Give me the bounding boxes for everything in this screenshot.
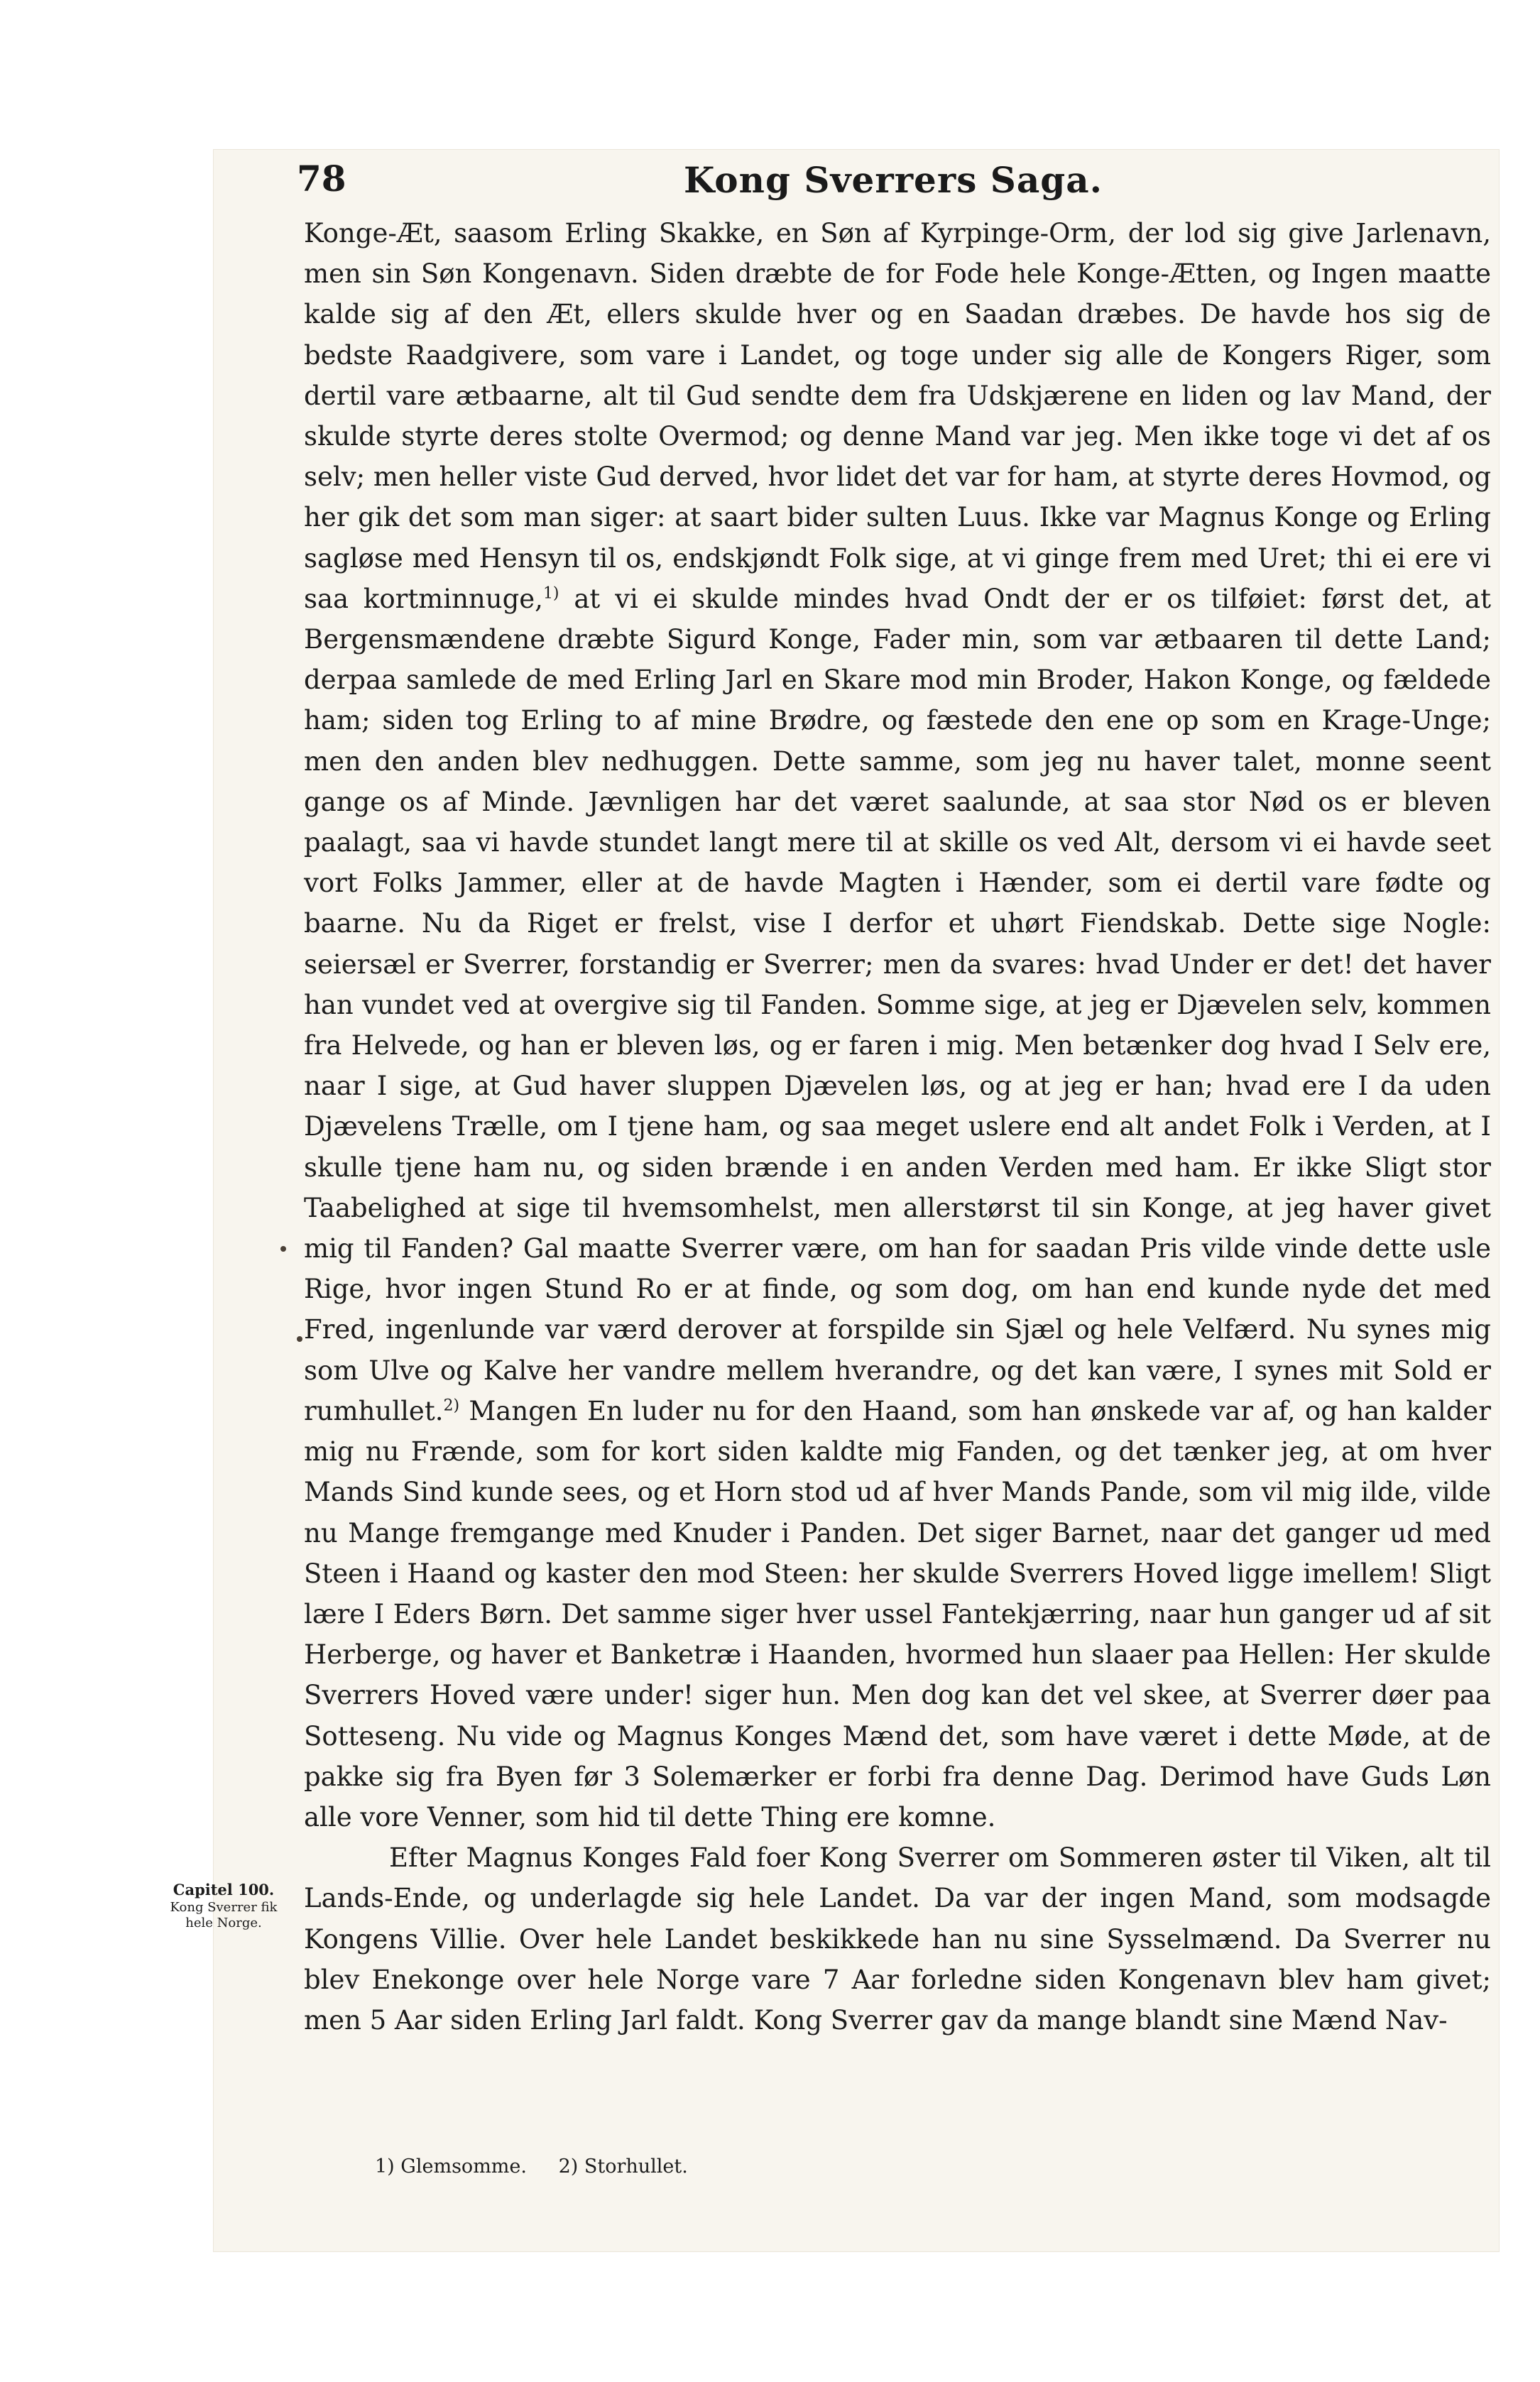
- paper-speck: [297, 1336, 302, 1342]
- page-number: 78: [297, 158, 346, 200]
- running-title: Kong Sverrers Saga.: [683, 159, 1103, 201]
- paragraph-chapter-100: Efter Magnus Konges Fald foer Kong Sverrer om Sommeren øster til Viken, alt til Lands-Ende, og underlagde sig hele Landet. Da var der ingen Mand, som modsagde Kongens Villie. Over hele Landet beskikkede han nu sine Sysselmænd. Da Sverrer nu blev Enekonge over hele Norge vare 7 Aar forledne siden Kongenavn blev ham givet; men 5 Aar siden Erling Jarl faldt. Kong Sverrer gav da mange blandt sine Mænd Nav-: [304, 1842, 1491, 2036]
- margin-gloss-line-2: hele Norge.: [185, 1916, 262, 1930]
- footnote-ref-1: 1): [542, 584, 559, 603]
- footnote-1: 1) Glemsomme.: [375, 2156, 527, 2178]
- footnote-ref-2: 2): [443, 1397, 460, 1415]
- margin-chapter-label: Capitel 100.: [173, 1881, 275, 1899]
- margin-note: [156, 1880, 291, 1931]
- speech-part-2: at vi ei skulde mindes hvad Ondt der er os tilføiet: først det, at Bergensmændene dræbte Sigurd Konge, Fader min, som var ætbaaren til dette Land; derpaa samlede de med Erling Jarl en Skare mod min Broder, Hakon Konge, og fældede ham; siden tog Erling to af mine Brødre, og fæstede den ene op som en Krage-Unge; men den anden blev nedhuggen. Dette samme, som jeg nu haver talet, monne seent gange os af Minde. Jævnligen har det været saalunde, at saa stor Nød os er bleven paalagt, saa vi havde stundet langt mere til at skille os ved Alt, dersom vi ei havde seet vort Folks Jammer, eller at de havde Magten i Hænder, som ei dertil vare fødte og baarne. Nu da Riget er frelst, vise I derfor et uhørt Fiendskab. Dette sige Nogle: seiersæl er Sverrer, forstandig er Sverrer; men da svares: hvad Under er det! det haver han vundet ved at overgive sig til Fanden. Somme sige, at jeg er Djævelen selv, kommen fra Helvede, og han er bleven løs, og er faren i mig. Men betænker dog hvad I Selv ere, naar I sige, at Gud haver sluppen Djævelen løs, og at jeg er han; hvad ere I da uden Djævelens Trælle, om I tjene ham, og saa meget uslere end alt andet Folk i Verden, at I skulle tjene ham nu, og siden brænde i en anden Verden med ham. Er ikke Sligt stor Taabelighed at sige til hvemsomhelst, men allerstørst til sin Konge, at jeg haver givet mig til Fanden? Gal maatte Sverrer være, om han for saadan Pris vilde vinde dette usle Rige, hvor ingen Stund Ro er at finde, og som dog, om han end kunde nyde det med Fred, ingenlunde var værd derover at forspilde sin Sjæl og hele Velfærd. Nu synes mig som Ulve og Kalve her vandre mellem hverandre, og det kan være, I synes mit Sold er rumhullet.: [304, 583, 1491, 1426]
- main-text: [304, 213, 1491, 2040]
- speech-part-1: Konge-Æt, saasom Erling Skakke, en Søn af Kyrpinge-Orm, der lod sig give Jarlenavn, men sin Søn Kongenavn. Siden dræbte de for Fode hele Konge-Ætten, og Ingen maatte kalde sig af den Æt, ellers skulde hver og en Saadan dræbes. De havde hos sig de bedste Raadgivere, som vare i Landet, og toge under sig alle de Kongers Riger, som dertil vare ætbaarne, alt til Gud sendte dem fra Udskjærene en liden og lav Mand, der skulde styrte deres stolte Overmod; og denne Mand var jeg. Men ikke toge vi det af os selv; men heller viste Gud derved, hvor lidet det var for ham, at styrte deres Hovmod, og her gik det som man siger: at saart bider sulten Luus. Ikke var Magnus Konge og Erling sagløse med Hensyn til os, endskjøndt Folk sige, at vi ginge frem med Uret; thi ei ere vi saa kortminnuge,: [304, 218, 1491, 614]
- speech-part-3: Mangen En luder nu for den Haand, som han ønskede var af, og han kalder mig nu Frænde, som for kort siden kaldte mig Fanden, og det tænker jeg, at om hver Mands Sind kunde sees, og et Horn stod ud af hver Mands Pande, som vil mig ilde, vilde nu Mange fremgange med Knuder i Panden. Det siger Barnet, naar det ganger ud med Steen i Haand og kaster den mod Steen: her skulde Sverrers Hoved ligge imellem! Sligt lære I Eders Børn. Det samme siger hver ussel Fantekjærring, naar hun ganger ud af sit Herberge, og haver et Banketræ i Haanden, hvormed hun slaaer paa Hellen: Her skulde Sverrers Hoved være under! siger hun. Men dog kan det vel skee, at Sverrer døer paa Sotteseng. Nu vide og Magnus Konges Mænd det, som have været i dette Møde, at de pakke sig fra Byen før 3 Solemærker er forbi fra denne Dag. Derimod have Guds Løn alle vore Venner, som hid til dette Thing ere komne.: [304, 1395, 1491, 1832]
- footnotes: [375, 2156, 1369, 2178]
- footnote-2: 2) Storhullet.: [558, 2156, 688, 2178]
- page-header: [297, 158, 1490, 207]
- paper-speck: [280, 1246, 286, 1252]
- paragraph-speech: [304, 213, 1491, 1837]
- margin-gloss-line-1: Kong Sverrer fik: [170, 1900, 278, 1915]
